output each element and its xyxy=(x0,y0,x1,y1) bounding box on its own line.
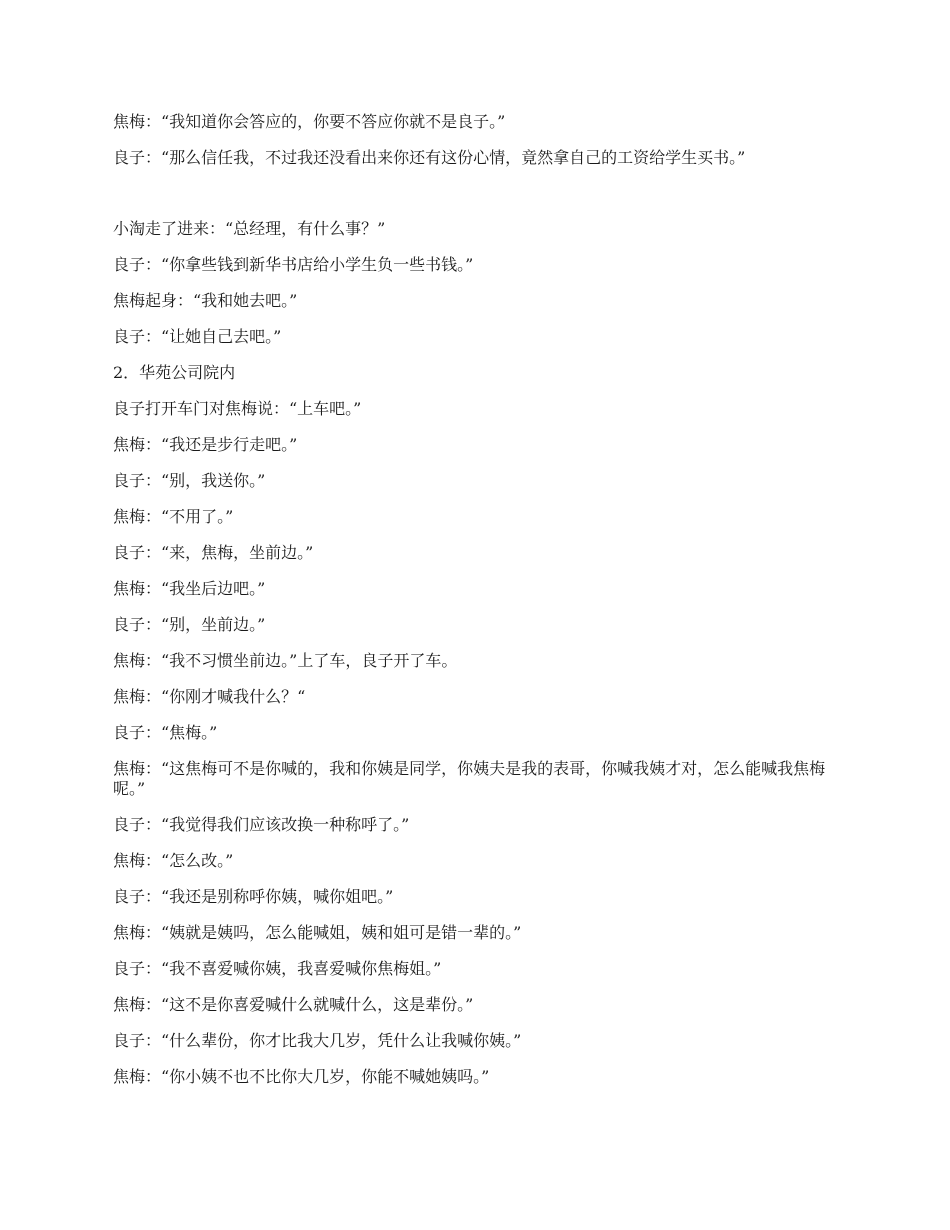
paragraph-18: 良子：“我觉得我们应该改换一种称呼了。” xyxy=(113,815,410,834)
paragraph-24: 良子：“什么辈份，你才比我大几岁，凭什么让我喊你姨。” xyxy=(113,1031,522,1050)
blank-line xyxy=(113,184,838,219)
paragraph-21: 焦梅：“姨就是姨吗，怎么能喊姐，姨和姐可是错一辈的。” xyxy=(113,923,522,942)
paragraph-23: 焦梅：“这不是你喜爱喊什么就喊什么，这是辈份。” xyxy=(113,995,474,1014)
paragraph-5: 焦梅起身：“我和她去吧。” xyxy=(113,291,298,310)
paragraph-12: 焦梅：“我坐后边吧。” xyxy=(113,579,266,598)
paragraph-1: 焦梅：“我知道你会答应的，你要不答应你就不是良子。” xyxy=(113,112,506,131)
paragraph-11: 良子：“来，焦梅，坐前边。” xyxy=(113,543,314,562)
paragraph-9: 良子：“别，我送你。” xyxy=(113,471,266,490)
paragraph-17: 焦梅：“这焦梅可不是你喊的，我和你姨是同学，你姨夫是我的表哥，你喊我姨才对，怎么能喊我焦梅呢。” xyxy=(113,759,826,798)
paragraph-7: 良子打开车门对焦梅说：“上车吧。” xyxy=(113,399,362,418)
paragraph-14: 焦梅：“我不习惯坐前边。”上了车，良子开了车。 xyxy=(113,651,458,670)
paragraph-20: 良子：“我还是别称呼你姨，喊你姐吧。” xyxy=(113,887,394,906)
paragraph-3: 小淘走了进来：“总经理，有什么事？” xyxy=(113,219,386,238)
paragraph-16: 良子：“焦梅。” xyxy=(113,723,218,742)
paragraph-2: 良子：“那么信任我，不过我还没看出来你还有这份心情，竟然拿自己的工资给学生买书。” xyxy=(113,148,746,167)
paragraph-4: 良子：“你拿些钱到新华书店给小学生负一些书钱。” xyxy=(113,255,474,274)
paragraph-25: 焦梅：“你小姨不也不比你大几岁，你能不喊她姨吗。” xyxy=(113,1067,490,1086)
paragraph-8: 焦梅：“我还是步行走吧。” xyxy=(113,435,298,454)
paragraph-15: 焦梅：“你刚才喊我什么？“ xyxy=(113,687,306,706)
section-heading: 2．华苑公司院内 xyxy=(113,363,236,382)
paragraph-10: 焦梅：“不用了。” xyxy=(113,507,234,526)
paragraph-19: 焦梅：“怎么改。” xyxy=(113,851,234,870)
paragraph-13: 良子：“别，坐前边。” xyxy=(113,615,266,634)
paragraph-22: 良子：“我不喜爱喊你姨，我喜爱喊你焦梅姐。” xyxy=(113,959,442,978)
paragraph-6: 良子：“让她自己去吧。” xyxy=(113,327,282,346)
